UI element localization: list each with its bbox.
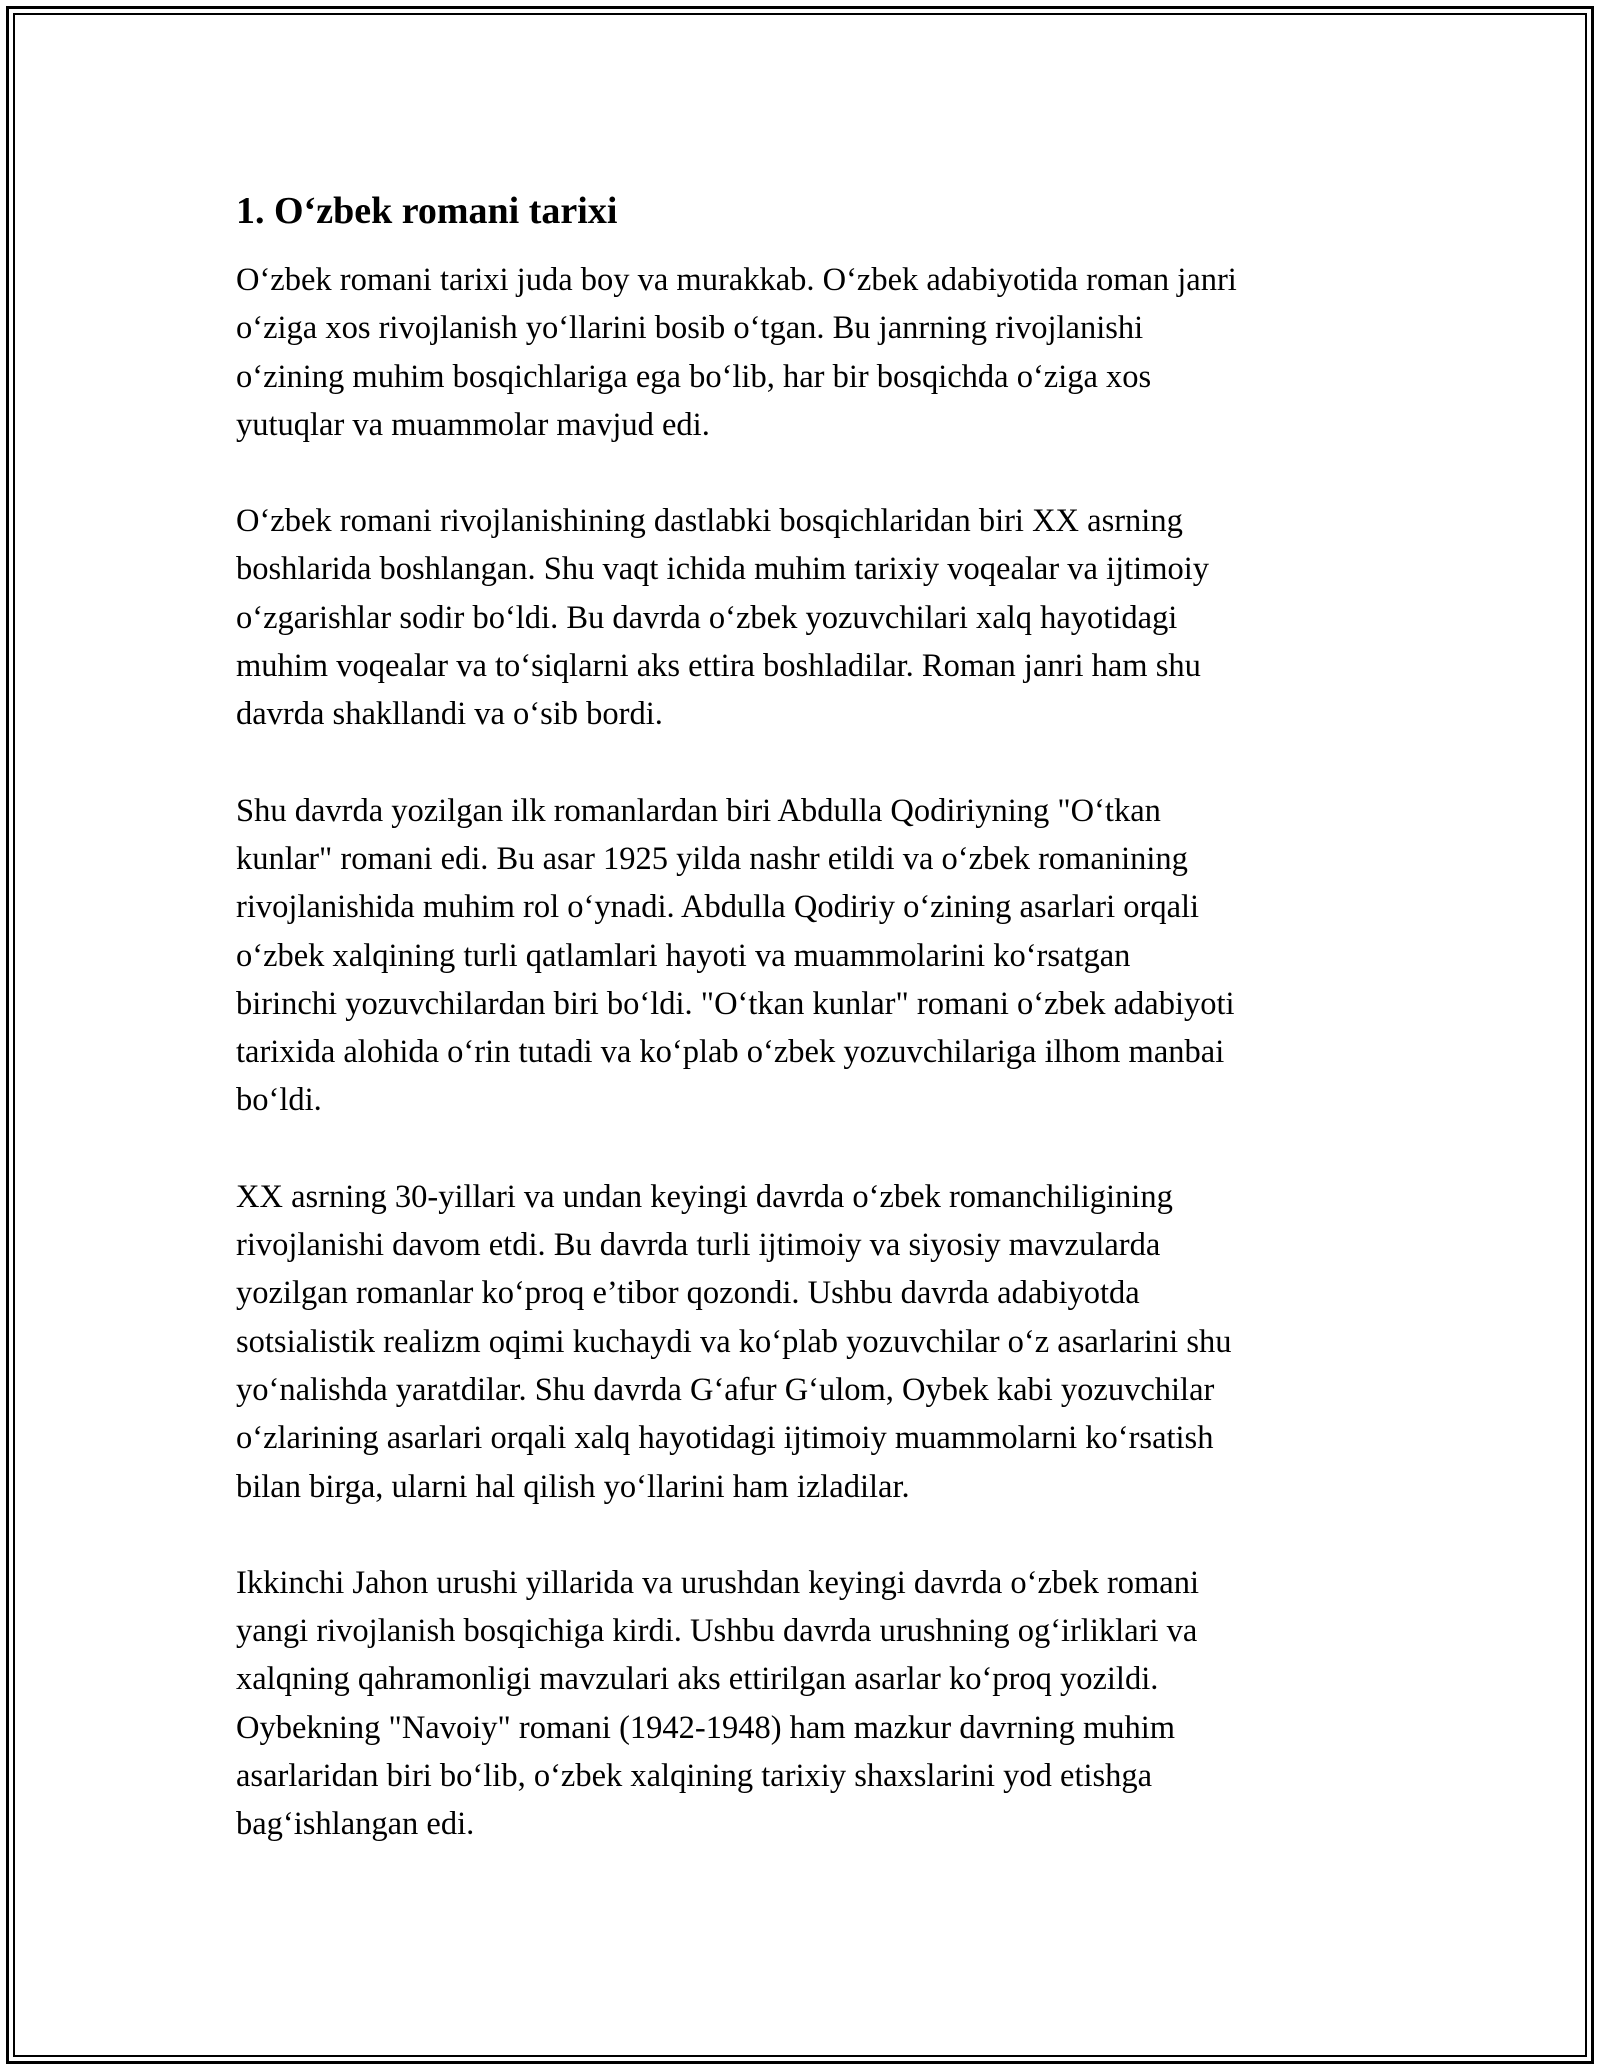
text-line: Oybekning "Navoiy" romani (1942-1948) ham mazkur davrning muhim (236, 1709, 1176, 1746)
section-title: 1. O‘zbek romani tarixi (236, 190, 618, 232)
text-line: Shu davrda yozilgan ilk romanlardan biri Abdulla Qodiriyning "O‘tkan (236, 792, 1161, 829)
paragraph (236, 787, 1372, 1125)
text-line: bag‘ishlangan edi. (236, 1806, 475, 1843)
text-line: boshlarida boshlangan. Shu vaqt ichida muhim tarixiy voqealar va ijtimoiy (236, 551, 1210, 588)
text-line: yutuqlar va muammolar mavjud edi. (236, 406, 710, 443)
text-line: tarixida alohida o‘rin tutadi va ko‘plab o‘zbek yozuvchilariga ilhom manbai (236, 1034, 1225, 1071)
paragraph (236, 497, 1372, 738)
paragraph (236, 256, 1372, 449)
text-line: asarlaridan biri bo‘lib, o‘zbek xalqining tarixiy shaxslarini yod etishga (236, 1758, 1153, 1795)
text-line: xalqning qahramonligi mavzulari aks ettirilgan asarlar ko‘proq yozildi. (236, 1661, 1159, 1698)
text-line: XX asrning 30-yillari va undan keyingi davrda o‘zbek romanchiligining (236, 1178, 1173, 1215)
text-line: bo‘ldi. (236, 1082, 322, 1119)
text-line: o‘ziga xos rivojlanish yo‘llarini bosib o‘tgan. Bu janrning rivojlanishi (236, 310, 1144, 347)
text-line: kunlar" romani edi. Bu asar 1925 yilda nashr etildi va o‘zbek romanining (236, 840, 1188, 877)
text-line: o‘zlarining asarlari orqali xalq hayotidagi ijtimoiy muammolarni ko‘rsatish (236, 1420, 1214, 1457)
text-line: muhim voqealar va to‘siqlarni aks ettira boshladilar. Roman janri ham shu (236, 648, 1201, 685)
paragraph (236, 1173, 1372, 1511)
text-line: davrda shakllandi va o‘sib bordi. (236, 696, 663, 733)
text-line: birinchi yozuvchilardan biri bo‘ldi. "O‘tkan kunlar" romani o‘zbek adabiyoti (236, 985, 1235, 1022)
text-line: bilan birga, ularni hal qilish yo‘llarini ham izladilar. (236, 1468, 910, 1505)
text-line: o‘zgarishlar sodir bo‘ldi. Bu davrda o‘zbek yozuvchilari xalq hayotidagi (236, 599, 1178, 636)
text-line: rivojlanishida muhim rol o‘ynadi. Abdulla Qodiriy o‘zining asarlari orqali (236, 889, 1200, 926)
text-line: O‘zbek romani tarixi juda boy va murakkab. O‘zbek adabiyotida roman janri (236, 262, 1237, 298)
text-line: yozilgan romanlar ko‘proq e’tibor qozondi. Ushbu davrda adabiyotda (236, 1275, 1140, 1312)
paragraph (236, 1559, 1372, 1849)
text-line: rivojlanishi davom etdi. Bu davrda turli ijtimoiy va siyosiy mavzularda (236, 1227, 1161, 1264)
text-line: yo‘nalishda yaratdilar. Shu davrda G‘afur G‘ulom, Oybek kabi yozuvchilar (236, 1371, 1215, 1408)
text-line: o‘zining muhim bosqichlariga ega bo‘lib, har bir bosqichda o‘ziga xos (236, 358, 1152, 395)
text-line: o‘zbek xalqining turli qatlamlari hayoti va muammolarini ko‘rsatgan (236, 937, 1131, 974)
document-body (236, 184, 1372, 1897)
text-line: Ikkinchi Jahon urushi yillarida va urushdan keyingi davrda o‘zbek romani (236, 1564, 1200, 1601)
text-line: yangi rivojlanish bosqichiga kirdi. Ushbu davrda urushning og‘irliklari va (236, 1613, 1198, 1650)
text-line: sotsialistik realizm oqimi kuchaydi va ko‘plab yozuvchilar o‘z asarlarini shu (236, 1323, 1232, 1360)
text-line: O‘zbek romani rivojlanishining dastlabki bosqichlaridan biri XX asrning (236, 503, 1183, 540)
